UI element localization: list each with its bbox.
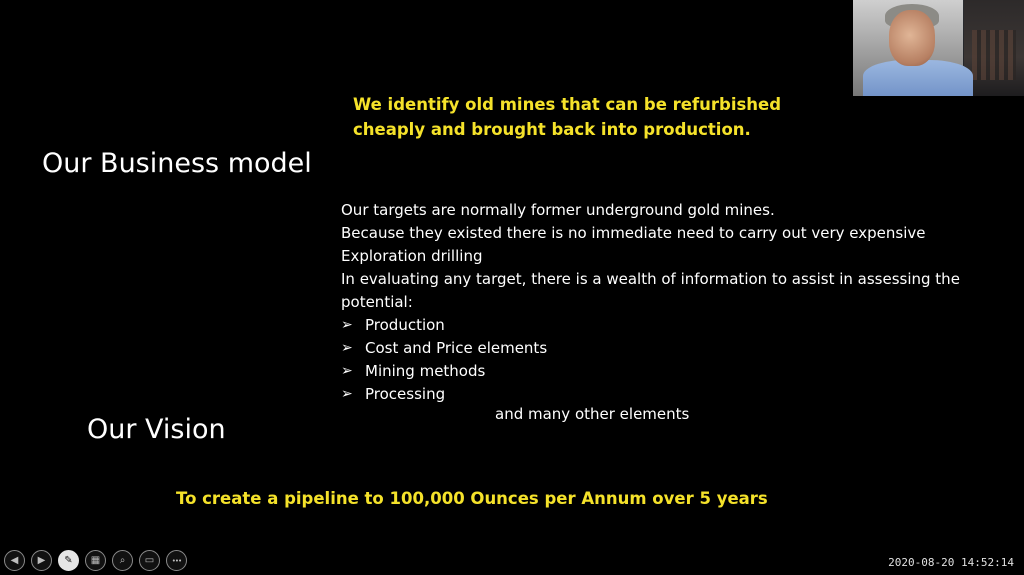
presenter-controls — [4, 550, 187, 572]
bullet-item: ➢ Processing — [341, 383, 1001, 406]
body-line: Exploration drilling — [341, 247, 483, 265]
bullet-list — [341, 314, 1001, 406]
bullet-item: ➢ Mining methods — [341, 360, 1001, 383]
next-slide-icon: ▶ — [37, 555, 46, 566]
arrow-bullet-icon: ➢ — [341, 340, 353, 356]
bullet-item: ➢ Production — [341, 314, 1001, 337]
subtitles-button[interactable] — [139, 550, 160, 571]
webcam-video — [853, 0, 1024, 96]
more-options-icon: ••• — [171, 556, 182, 565]
timestamp: 2020-08-20 14:52:14 — [888, 556, 1014, 569]
slide-headline — [353, 92, 793, 142]
previous-slide-button[interactable] — [4, 550, 25, 571]
see-all-slides-button[interactable] — [85, 550, 106, 571]
vision-statement: To create a pipeline to 100,000 Ounces per Annum over 5 years — [176, 489, 768, 508]
previous-slide-icon: ◀ — [10, 555, 19, 566]
headline-line-2: cheaply and brought back into production. — [353, 120, 751, 139]
zoom-button[interactable] — [112, 550, 133, 571]
bullet-item: ➢ Cost and Price elements — [341, 337, 1001, 360]
business-model-title: Our Business model — [42, 148, 312, 179]
arrow-bullet-icon: ➢ — [341, 363, 353, 379]
vision-title: Our Vision — [87, 414, 226, 445]
other-elements-text: and many other elements — [495, 405, 690, 423]
pen-icon: ✎ — [64, 555, 73, 566]
next-slide-button[interactable] — [31, 550, 52, 571]
subtitles-icon: ▭ — [144, 555, 155, 566]
arrow-bullet-icon: ➢ — [341, 317, 353, 333]
body-line: Because they existed there is no immediate need to carry out very expensive — [341, 224, 926, 242]
slide-body — [341, 199, 1001, 406]
headline-line-1: We identify old mines that can be refurbished — [353, 95, 782, 114]
body-line: potential: — [341, 293, 413, 311]
body-line: Our targets are normally former underground gold mines. — [341, 201, 775, 219]
see-all-slides-icon: ▦ — [90, 555, 101, 566]
body-line: In evaluating any target, there is a wealth of information to assist in assessing the — [341, 270, 960, 288]
pen-button[interactable] — [58, 550, 79, 571]
arrow-bullet-icon: ➢ — [341, 386, 353, 402]
zoom-icon: ⌕ — [119, 555, 126, 566]
more-options-button[interactable] — [166, 550, 187, 571]
